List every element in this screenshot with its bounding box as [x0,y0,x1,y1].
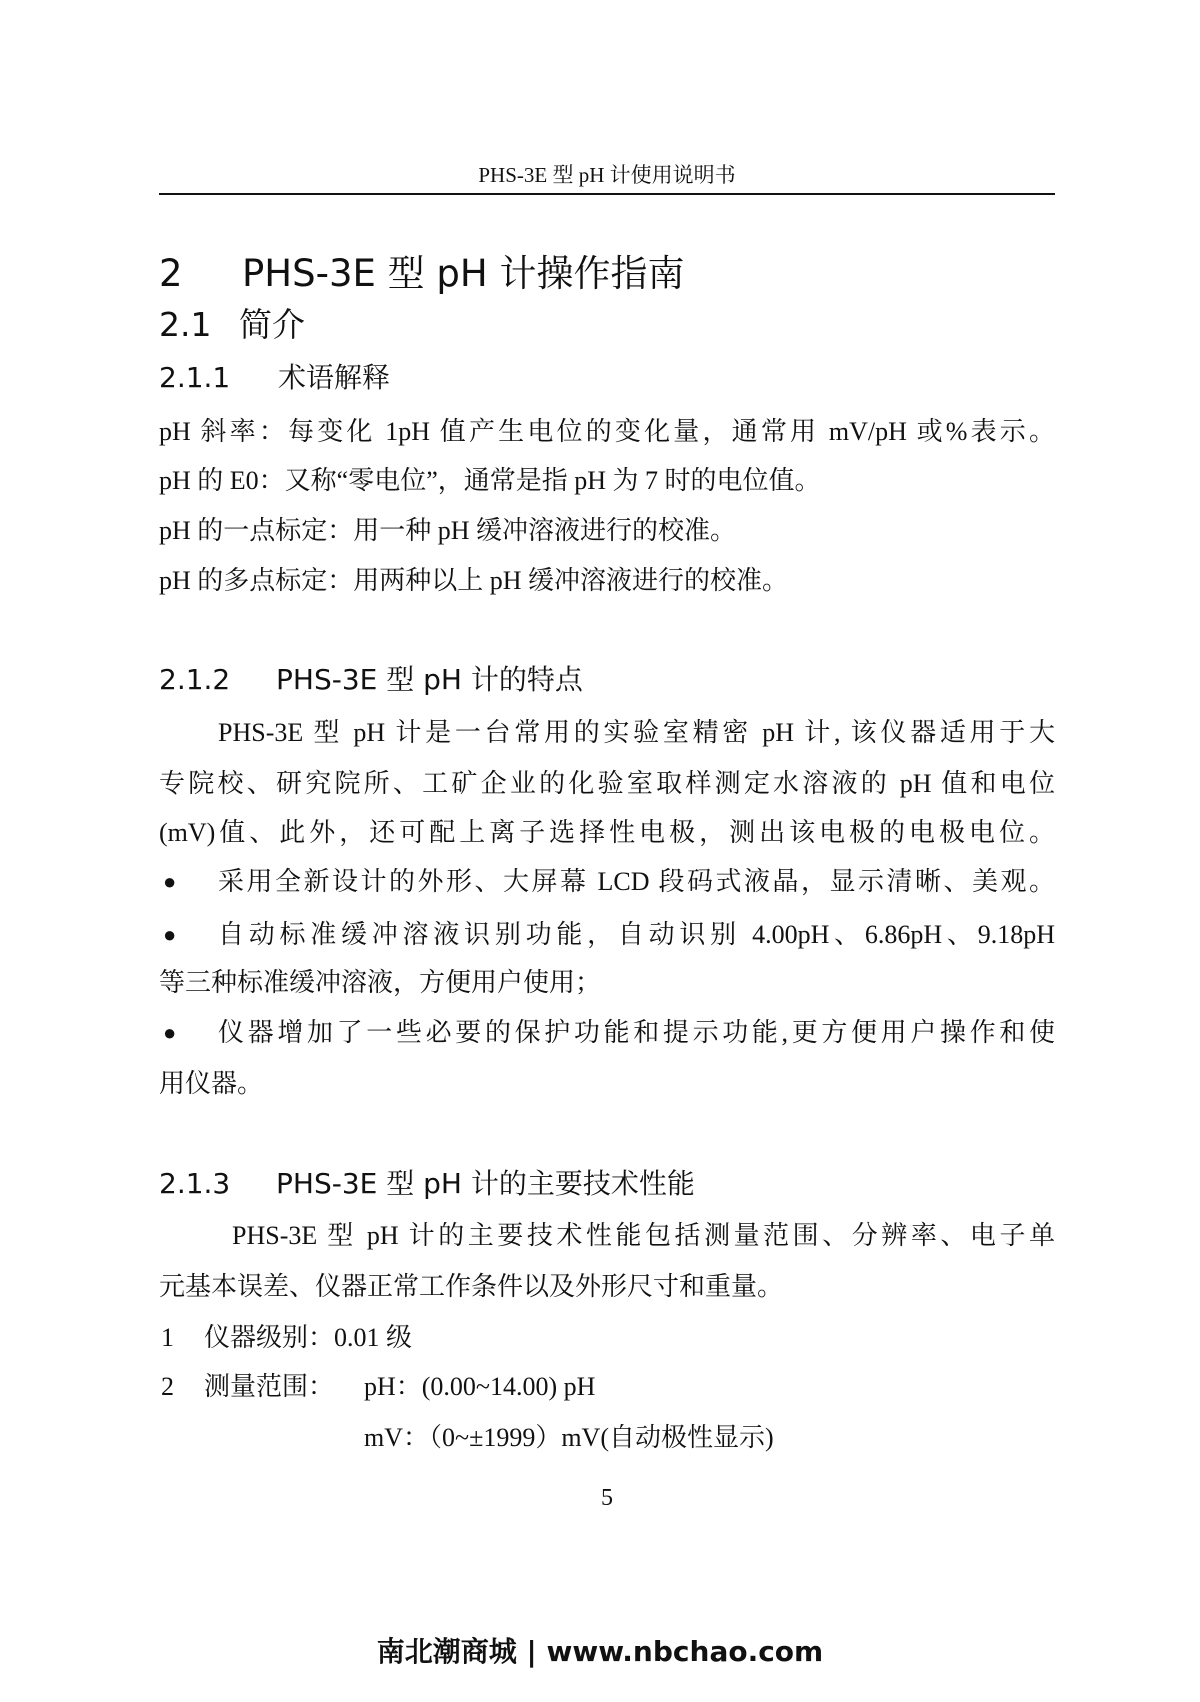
footer-watermark: 南北潮商城 | www.nbchao.com [376,1635,824,1668]
term-line: pH 的多点标定：用两种以上 pH 缓冲溶液进行的校准。 [159,566,789,595]
spec-item [159,1318,1055,1358]
subsection-heading-2-1-1 [159,357,1055,399]
bullet-item [159,1013,1055,1053]
spec-item-number: 1 [161,1323,174,1352]
spec-item-continuation [159,1418,1055,1458]
subsection-number: 2.1.2 [159,663,231,696]
bullet-icon: ● [163,1020,177,1045]
bullet-continuation: 等三种标准缓冲溶液，方便用户使用； [159,968,602,997]
section-number: 2.1 [159,305,212,344]
subsection-title: PHS-3E 型 pH 计的特点 [276,663,583,696]
paragraph-line: PHS-3E 型 pH 计是一台常用的实验室精密 pH 计, 该仪器适用于大 [218,718,1055,747]
subsection-title: PHS-3E 型 pH 计的主要技术性能 [276,1167,695,1200]
subsection-heading-2-1-3 [159,1163,1055,1205]
term-line: pH 斜率：每变化 1pH 值产生电位的变化量，通常用 mV/pH 或%表示。 [159,417,1055,446]
bullet-item [159,915,1055,955]
header-rule [159,193,1055,195]
chapter-number: 2 [159,252,183,295]
subsection-number: 2.1.3 [159,1167,231,1200]
term-line: pH 的 E0：又称“零电位”，通常是指 pH 为 7 时的电位值。 [159,466,821,495]
paragraph-line: 专院校、研究院所、工矿企业的化验室取样测定水溶液的 pH 值和电位 [159,769,1055,798]
bullet-text: 自动标准缓冲溶液识别功能，自动识别 4.00pH、6.86pH、9.18pH [218,920,1055,949]
bullet-icon: ● [163,922,177,947]
bullet-continuation: 用仪器。 [159,1069,264,1098]
paragraph-line: (mV)值、此外，还可配上离子选择性电极，测出该电极的电极电位。 [159,818,1055,847]
bullet-text: 采用全新设计的外形、大屏幕 LCD 段码式液晶，显示清晰、美观。 [218,867,1055,896]
chapter-heading [159,249,1055,299]
spec-item-value: pH：(0.00~14.00) pH [364,1372,596,1401]
section-heading [159,302,1055,348]
bullet-icon: ● [163,869,177,894]
subsection-title: 术语解释 [278,361,391,394]
subsection-heading-2-1-2 [159,659,1055,701]
bullet-item [159,862,1055,902]
spec-item-value: mV：（0~±1999）mV(自动极性显示) [364,1423,774,1452]
spec-item-text: 仪器级别：0.01 级 [204,1323,413,1352]
spec-item-number: 2 [161,1372,174,1401]
paragraph-line: 元基本误差、仪器正常工作条件以及外形尺寸和重量。 [159,1272,784,1301]
section-title: 简介 [239,305,305,344]
term-line: pH 的一点标定：用一种 pH 缓冲溶液进行的校准。 [159,516,737,545]
spec-item [159,1367,1055,1407]
paragraph-line: PHS-3E 型 pH 计的主要技术性能包括测量范围、分辨率、电子单 [232,1221,1055,1250]
spec-item-label: 测量范围： [204,1372,335,1401]
bullet-text: 仪器增加了一些必要的保护功能和提示功能,更方便用户操作和使 [218,1018,1055,1047]
page-number: 5 [601,1485,613,1511]
subsection-number: 2.1.1 [159,361,231,394]
running-header: PHS-3E 型 pH 计使用说明书 [478,163,736,187]
chapter-title: PHS-3E 型 pH 计操作指南 [242,252,685,295]
